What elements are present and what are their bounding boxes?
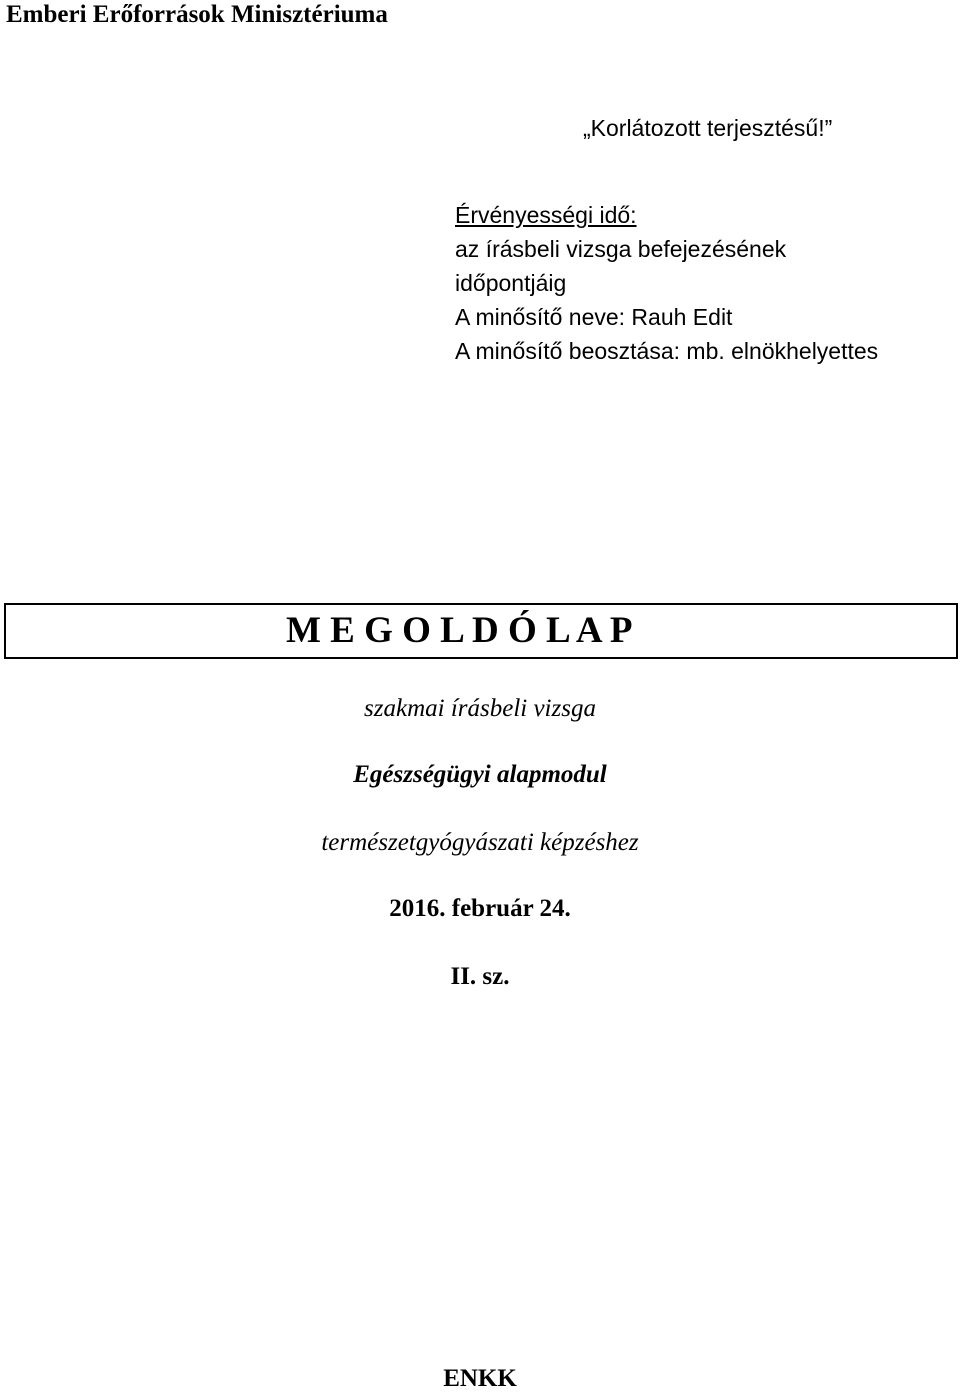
classifier-position: A minősítő beosztása: mb. elnökhelyettes (455, 338, 879, 364)
ministry-name: Emberi Erőforrások Minisztériuma (6, 1, 388, 28)
training-name: természetgyógyászati képzéshez (321, 829, 639, 856)
footer-org: ENKK (443, 1365, 517, 1392)
validity-heading: Érvényességi idő: (455, 202, 637, 228)
validity-line-1: az írásbeli vizsga befejezésének (455, 236, 787, 262)
exam-date: 2016. február 24. (389, 895, 571, 922)
restricted-notice: „Korlátozott terjesztésű!” (583, 115, 833, 141)
page-title: M E G O L D Ó L A P (286, 610, 633, 651)
classifier-name: A minősítő neve: Rauh Edit (455, 304, 733, 330)
module-name: Egészségügyi alapmodul (353, 761, 607, 788)
exam-type: szakmai írásbeli vizsga (364, 695, 596, 722)
validity-block (455, 198, 878, 368)
validity-line-2: időpontjáig (455, 270, 567, 296)
exam-series: II. sz. (450, 963, 510, 990)
title-box (4, 603, 958, 659)
